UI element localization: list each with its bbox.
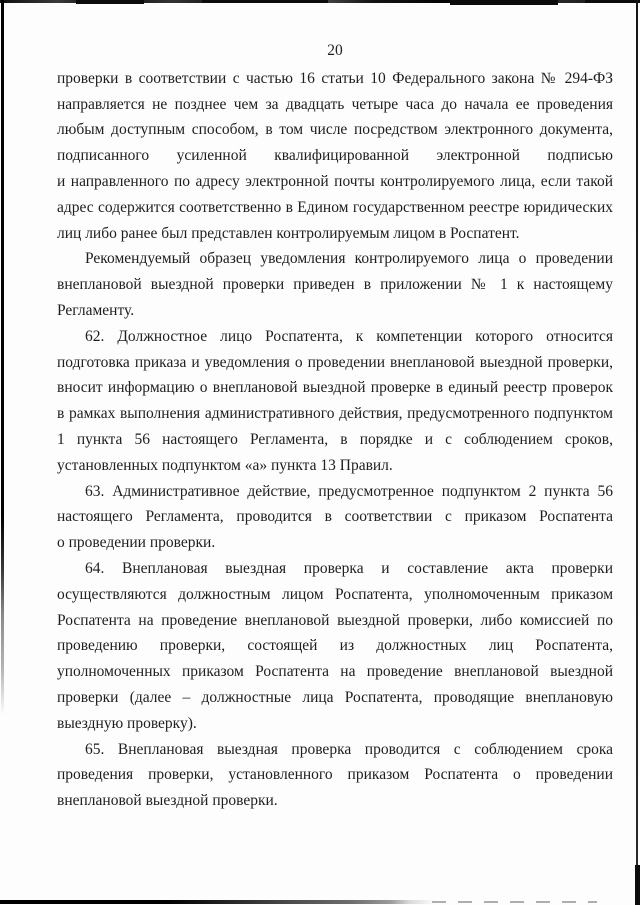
text-line: проведению проверки, состоящей из должностных лиц Роспатента, (57, 637, 613, 655)
text-line: настоящего Регламента, проводится в соответствии с приказом Роспатента (57, 508, 613, 526)
text-line: подписанного усиленной квалифицированной электронной подписью (57, 147, 613, 165)
text-line: проверки в соответствии с частью 16 статьи 10 Федерального закона № 294-ФЗ (57, 69, 613, 87)
text-block (57, 38, 613, 814)
text-line: лиц либо ранее был представлен контролируемым лицом в Роспатент. (57, 224, 520, 242)
text-line: 65. Внеплановая выездная проверка проводится с соблюдением срока (85, 740, 613, 758)
text-line: внеплановой выездной проверки приведен в приложении № 1 к настоящему (57, 276, 613, 294)
paragraph-64 (57, 556, 613, 737)
page-number: 20 (327, 42, 343, 59)
scan-corner-bottom-right (635, 865, 640, 905)
text-line: 62. Должностное лицо Роспатента, к компетенции которого относится (85, 327, 613, 345)
text-line: проведения проверки, установленного приказом Роспатента о проведении (57, 766, 613, 784)
text-line: подготовка приказа и уведомления о проведении внеплановой выездной проверки, (57, 353, 613, 371)
text-line: внеплановой выездной проверки. (57, 792, 278, 810)
paragraph-recommended-sample (57, 246, 613, 323)
text-line: Роспатента на проведение внеплановой выездной проверки, либо комиссией по (57, 611, 613, 629)
text-line: 1 пункта 56 настоящего Регламента, в порядке и с соблюдением сроков, (57, 430, 613, 448)
text-line: о проведении проверки. (57, 534, 216, 552)
paragraph-63 (57, 479, 613, 556)
text-line: установленных подпунктом «а» пункта 13 Правил. (57, 456, 393, 474)
scan-mark-top (585, 0, 640, 3)
text-line: 63. Административное действие, предусмотренное подпунктом 2 пункта 56 (85, 482, 613, 500)
text-line: адрес содержится соответственно в Едином государственном реестре юридических (57, 198, 613, 216)
text-line: и направленного по адресу электронной почты контролируемого лица, если такой (57, 172, 613, 190)
paragraph-65 (57, 737, 613, 814)
paragraph-continuation (57, 66, 613, 247)
text-line: Регламенту. (57, 301, 135, 319)
text-line: Рекомендуемый образец уведомления контролируемого лица о проведении (85, 250, 613, 268)
text-line: проверки (далее – должностные лица Роспатента, проводящие внеплановую (57, 688, 613, 706)
scan-mark-top (450, 0, 558, 5)
scan-edge-right (636, 0, 638, 905)
text-line: осуществляются должностным лицом Роспатента, уполномоченным приказом (57, 585, 613, 603)
text-line: выездную проверку). (57, 714, 197, 732)
scan-edge-left (1, 0, 4, 905)
scan-mark-top (76, 0, 144, 4)
text-line: уполномоченных приказом Роспатента на проведение внеплановой выездной (57, 663, 613, 681)
text-line: направляется не позднее чем за двадцать четыре часа до начала ее проведения (57, 95, 613, 113)
text-line: вносит информацию о внеплановой выездной проверке в единый реестр проверок (57, 379, 613, 397)
scan-edge-bottom-dashes (432, 901, 597, 903)
text-line: 64. Внеплановая выездная проверка и составление акта проверки (85, 559, 613, 577)
scan-mark-top (202, 0, 328, 3)
paragraph-62 (57, 324, 613, 479)
text-line: любым доступным способом, в том числе посредством электронного документа, (57, 121, 613, 139)
text-line: в рамках выполнения административного действия, предусмотренного подпунктом (57, 405, 613, 423)
